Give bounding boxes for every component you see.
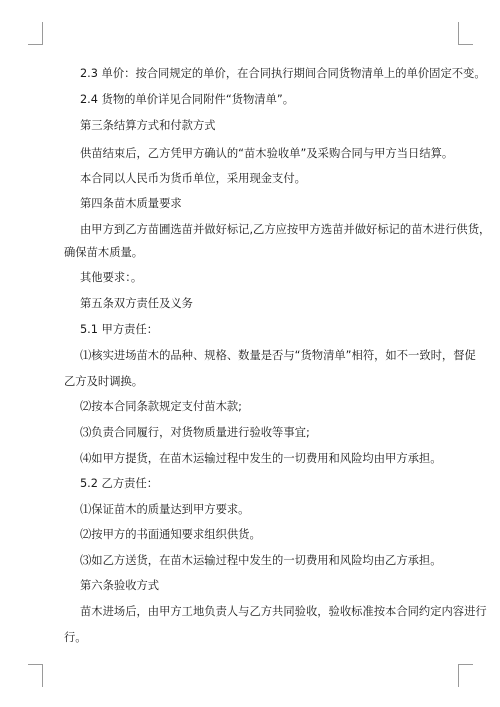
article-3-paragraph-2: 本合同以人民币为货币单位，采用现金支付。 (80, 172, 306, 185)
crop-mark-top-right (458, 22, 473, 45)
crop-mark-bottom-left (28, 664, 43, 687)
clause-5-2-heading: 5.2 乙方责任： (80, 477, 159, 490)
article-4-paragraph-line-2: 确保苗木质量。 (64, 246, 144, 259)
article-5-heading: 第五条双方责任及义务 (80, 297, 193, 310)
party-a-duty-4: ⑷如甲方提货，在苗木运输过程中发生的一切费用和风险均由甲方承担。 (80, 452, 442, 465)
article-3-heading: 第三条结算方式和付款方式 (80, 119, 216, 132)
clause-2-3: 2.3 单价：按合同规定的单价，在合同执行期间合同货物清单上的单价固定不变。 (80, 67, 486, 80)
other-requirements: 其他要求：。 (80, 271, 143, 284)
article-6-paragraph-line-1: 苗木进场后，由甲方工地负责人与乙方共同验收，验收标准按本合同约定内容进行 (80, 605, 487, 618)
article-6-paragraph-line-2: 行。 (64, 631, 87, 644)
party-a-duty-1-line-2: 乙方及时调换。 (64, 375, 144, 388)
article-4-paragraph-line-1: 由甲方到乙方苗圃选苗并做好标记,乙方应按甲方选苗并做好标记的苗木进行供货， (80, 223, 491, 236)
article-3-paragraph-1: 供苗结束后，乙方凭甲方确认的“苗木验收单”及采购合同与甲方当日结算。 (80, 147, 454, 160)
party-a-duty-2: ⑵按本合同条款规定支付苗木款; (80, 400, 242, 413)
article-4-heading: 第四条苗木质量要求 (80, 197, 182, 210)
party-b-duty-1: ⑴保证苗木的质量达到甲方要求。 (80, 503, 250, 516)
article-6-heading: 第六条验收方式 (80, 579, 160, 592)
party-b-duty-3: ⑶如乙方送货，在苗木运输过程中发生的一切费用和风险均由乙方承担。 (80, 554, 442, 567)
crop-mark-bottom-right (458, 664, 473, 687)
party-a-duty-3: ⑶负责合同履行，对货物质量进行验收等事宜; (80, 426, 310, 439)
party-a-duty-1-line-1: ⑴核实进场苗木的品种、规格、数量是否与“货物清单”相符，如不一致时，督促 (80, 349, 476, 362)
party-b-duty-2: ⑵按甲方的书面通知要求组织供货。 (80, 528, 261, 541)
clause-5-1-heading: 5.1 甲方责任： (80, 323, 159, 336)
crop-mark-top-left (28, 22, 43, 45)
clause-2-4: 2.4 货物的单价详见合同附件“货物清单”。 (80, 93, 295, 106)
